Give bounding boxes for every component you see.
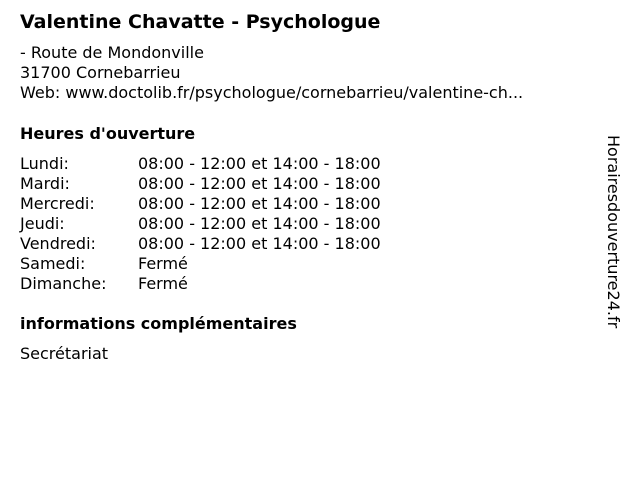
hours-day: Lundi: — [20, 154, 69, 173]
hours-day: Vendredi: — [20, 234, 96, 253]
page-title: Valentine Chavatte - Psychologue — [20, 11, 381, 33]
hours-row-tuesday — [20, 174, 381, 194]
site-watermark: Horairesdouverture24.fr — [604, 135, 623, 329]
hours-time: 08:00 - 12:00 et 14:00 - 18:00 — [138, 214, 381, 233]
hours-day: Jeudi: — [20, 214, 65, 233]
hours-row-thursday — [20, 214, 381, 234]
hours-day: Dimanche: — [20, 274, 107, 293]
hours-day: Mardi: — [20, 174, 70, 193]
hours-row-saturday — [20, 254, 381, 274]
hours-row-wednesday — [20, 194, 381, 214]
opening-hours-table — [20, 154, 381, 294]
hours-time: 08:00 - 12:00 et 14:00 - 18:00 — [138, 194, 381, 213]
hours-time: 08:00 - 12:00 et 14:00 - 18:00 — [138, 234, 381, 253]
hours-day: Mercredi: — [20, 194, 95, 213]
hours-row-friday — [20, 234, 381, 254]
hours-row-sunday — [20, 274, 381, 294]
address-street: - Route de Mondonville — [20, 43, 204, 62]
hours-time: Fermé — [138, 274, 188, 293]
opening-hours-heading: Heures d'ouverture — [20, 124, 196, 143]
address-city: 31700 Cornebarrieu — [20, 63, 181, 82]
hours-time: Fermé — [138, 254, 188, 273]
additional-info-heading: informations complémentaires — [20, 314, 297, 333]
additional-info-text: Secrétariat — [20, 344, 109, 363]
hours-time: 08:00 - 12:00 et 14:00 - 18:00 — [138, 174, 381, 193]
website-line: Web: www.doctolib.fr/psychologue/cornebarrieu/valentine-ch... — [20, 83, 524, 102]
hours-day: Samedi: — [20, 254, 86, 273]
hours-time: 08:00 - 12:00 et 14:00 - 18:00 — [138, 154, 381, 173]
hours-row-monday — [20, 154, 381, 174]
address-block — [20, 43, 523, 103]
